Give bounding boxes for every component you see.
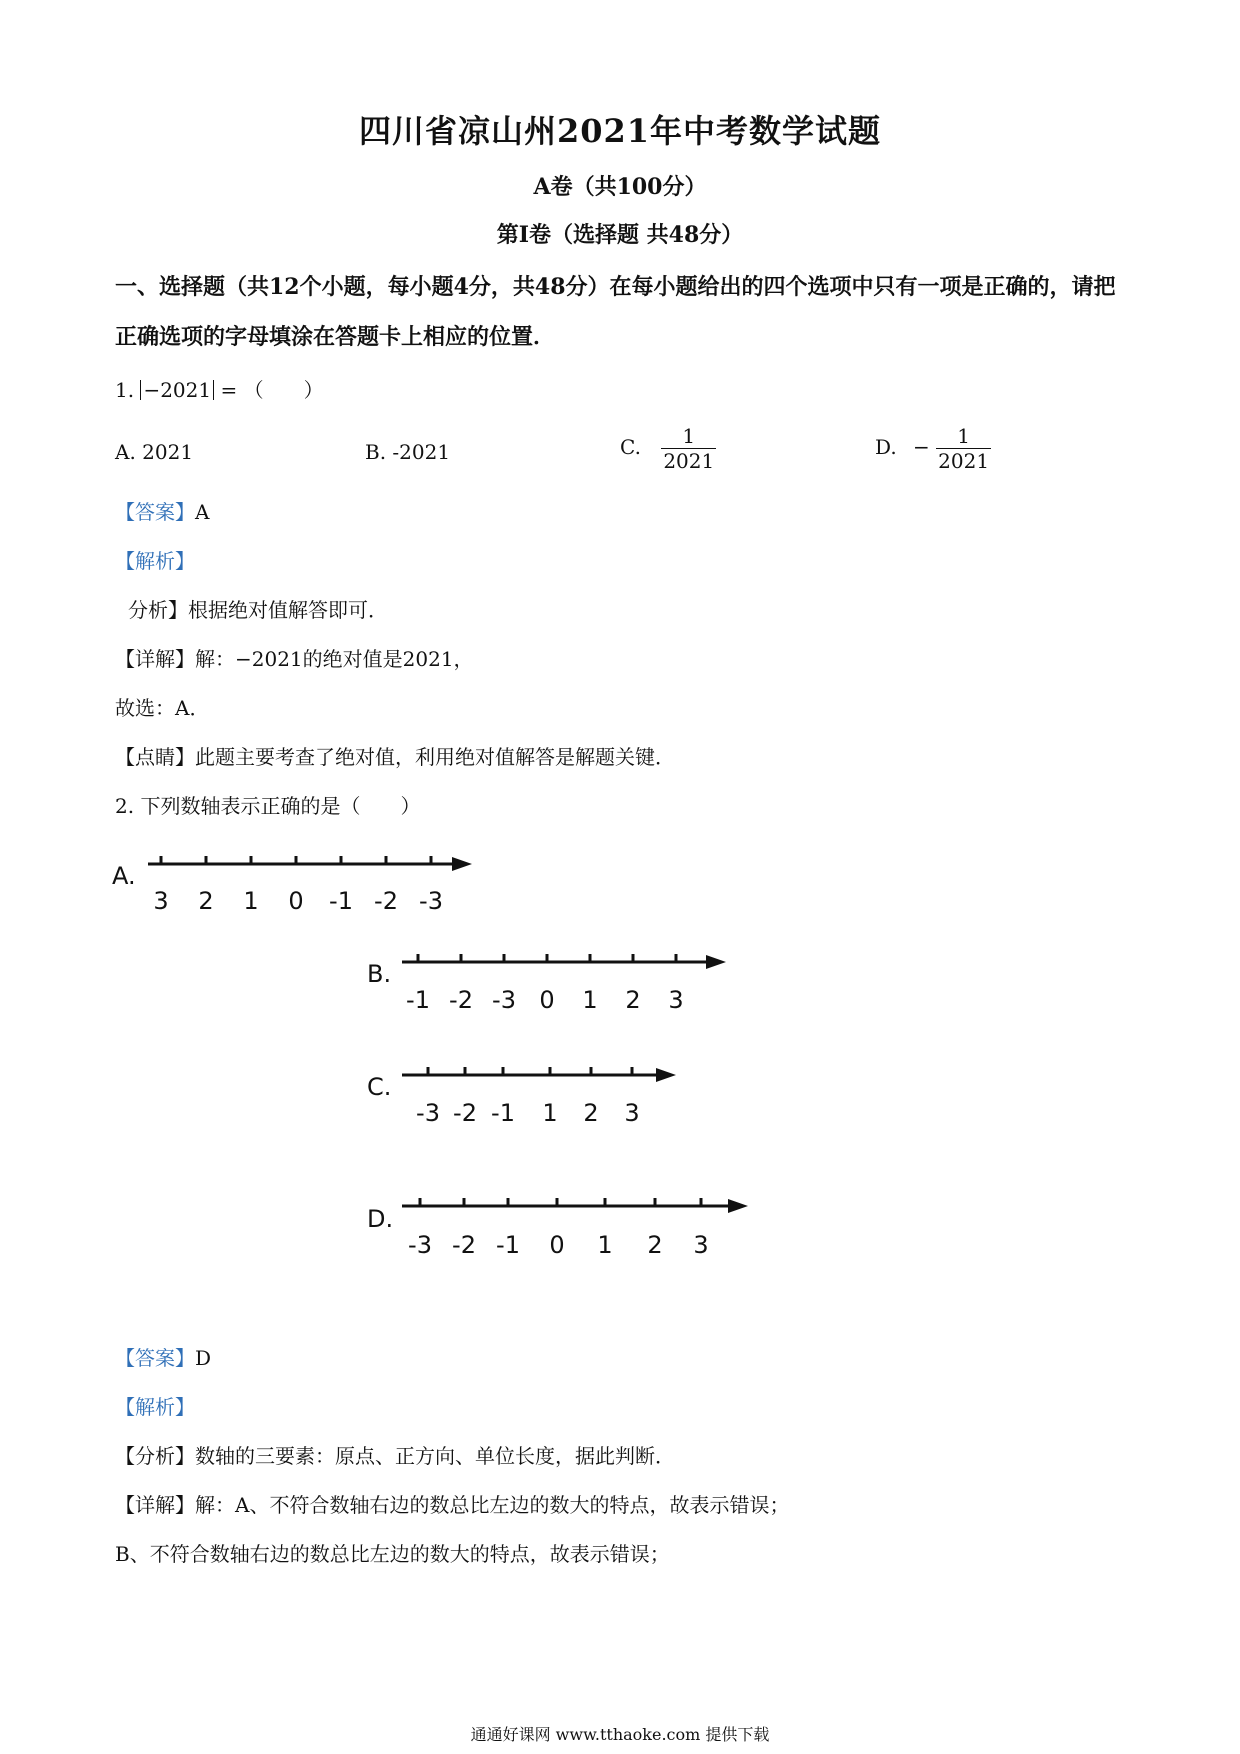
q2-detail — [115, 1489, 789, 1518]
number-line-d-tick: 2 — [647, 1231, 663, 1259]
q2-analysis-tag: 【解析】 — [115, 1395, 195, 1419]
q1-answer-tag: 【答案】 — [115, 500, 195, 524]
number-line-d-tick: -3 — [408, 1231, 432, 1259]
q1-option-d-numerator: 1 — [936, 424, 991, 449]
number-line-b-tick: 2 — [625, 986, 641, 1014]
q2-fenxi-text: 数轴的三要素：原点、正方向、单位长度，据此判断． — [195, 1444, 675, 1468]
page-footer: 通通好课网 www.tthaoke.com 提供下载 — [470, 1725, 770, 1744]
q1-detail-tag: 【详解】 — [115, 647, 195, 671]
number-line-d-tick: 3 — [693, 1231, 709, 1259]
q1-detail-text: 解：−2021的绝对值是2021， — [195, 647, 474, 671]
section-a-heading: A卷（共100分） — [533, 174, 707, 200]
number-line-a-tick: -3 — [419, 887, 443, 915]
number-line-d — [367, 1198, 748, 1259]
q1-answer-value: A — [195, 500, 210, 524]
q2-answer — [115, 1342, 211, 1371]
number-line-c-tick: 1 — [542, 1099, 558, 1127]
q1-analysis-tag: 【解析】 — [115, 549, 195, 573]
q1-absolute-value: −2021 — [140, 380, 214, 400]
number-line-b-label: B. — [367, 960, 392, 988]
q1-option-b: B. -2021 — [365, 440, 451, 464]
number-line-c-label: C. — [367, 1073, 392, 1101]
number-line-a-tick: 2 — [198, 887, 214, 915]
number-line-a-tick: 1 — [243, 887, 259, 915]
number-line-d-label: D. — [367, 1205, 394, 1233]
number-line-a-tick: 3 — [153, 887, 169, 915]
q2-fenxi — [115, 1440, 675, 1469]
number-line-b-tick: 3 — [668, 986, 684, 1014]
q2-detail-tag: 【详解】 — [115, 1493, 195, 1517]
number-line-c-tick: 3 — [624, 1099, 640, 1127]
number-line-b-tick: -2 — [449, 986, 473, 1014]
number-line-b — [367, 954, 726, 1014]
q2-detail-b: B、不符合数轴右边的数总比左边的数大的特点，故表示错误； — [115, 1542, 670, 1566]
q2-fenxi-tag: 【分析】 — [115, 1444, 195, 1468]
q1-comment-text: 此题主要考查了绝对值，利用绝对值解答是解题关键． — [195, 745, 675, 769]
instructions: 一、选择题（共12个小题，每小题4分，共48分）在每小题给出的四个选项中只有一项是正确的，请把正确选项的字母填涂在答题卡上相应的位置． — [115, 274, 1116, 350]
number-line-a-label: A. — [112, 862, 136, 890]
q1-comment-tag: 【点睛】 — [115, 745, 195, 769]
number-line-c — [367, 1067, 676, 1127]
q1-option-a: A. 2021 — [115, 440, 194, 464]
number-line-c-tick: -1 — [491, 1099, 515, 1127]
number-line-a — [112, 856, 472, 915]
number-line-b-tick: 0 — [539, 986, 555, 1014]
q1-number: 1. — [115, 378, 135, 402]
q1-option-d-sign: − — [913, 435, 930, 459]
number-line-b-tick: 1 — [582, 986, 598, 1014]
number-line-d-tick: 1 — [597, 1231, 613, 1259]
number-line-c-tick: 2 — [583, 1099, 599, 1127]
number-line-a-tick: -2 — [374, 887, 398, 915]
q1-fenxi: 分析】根据绝对值解答即可． — [128, 598, 388, 622]
q1-tail: = （ ） — [220, 378, 324, 402]
q2-detail-text: 解：A、不符合数轴右边的数总比左边的数大的特点，故表示错误； — [195, 1493, 790, 1517]
q1-option-c-numerator: 1 — [661, 424, 716, 449]
q2-stem: 2. 下列数轴表示正确的是（ ） — [115, 794, 421, 818]
number-line-b-tick: -1 — [406, 986, 430, 1014]
number-line-d-tick: 0 — [549, 1231, 565, 1259]
q1-option-c-denominator: 2021 — [663, 449, 715, 473]
number-line-a-tick: -1 — [329, 887, 353, 915]
q1-option-c-label: C. — [620, 435, 641, 459]
number-line-a-tick: 0 — [288, 887, 304, 915]
part-one-heading: 第I卷（选择题 共48分） — [496, 222, 744, 248]
q2-answer-tag: 【答案】 — [115, 1346, 195, 1370]
q1-option-d-denominator: 2021 — [938, 449, 990, 473]
number-line-d-tick: -2 — [452, 1231, 476, 1259]
number-line-b-tick: -3 — [492, 986, 516, 1014]
q1-choice: 故选：A． — [115, 696, 210, 720]
number-line-d-tick: -1 — [496, 1231, 520, 1259]
page-title: 四川省凉山州2021年中考数学试题 — [358, 112, 882, 150]
q2-answer-value: D — [195, 1346, 212, 1370]
q1-option-d-label: D. — [875, 435, 897, 459]
number-line-c-tick: -3 — [416, 1099, 440, 1127]
number-line-c-tick: -2 — [453, 1099, 477, 1127]
